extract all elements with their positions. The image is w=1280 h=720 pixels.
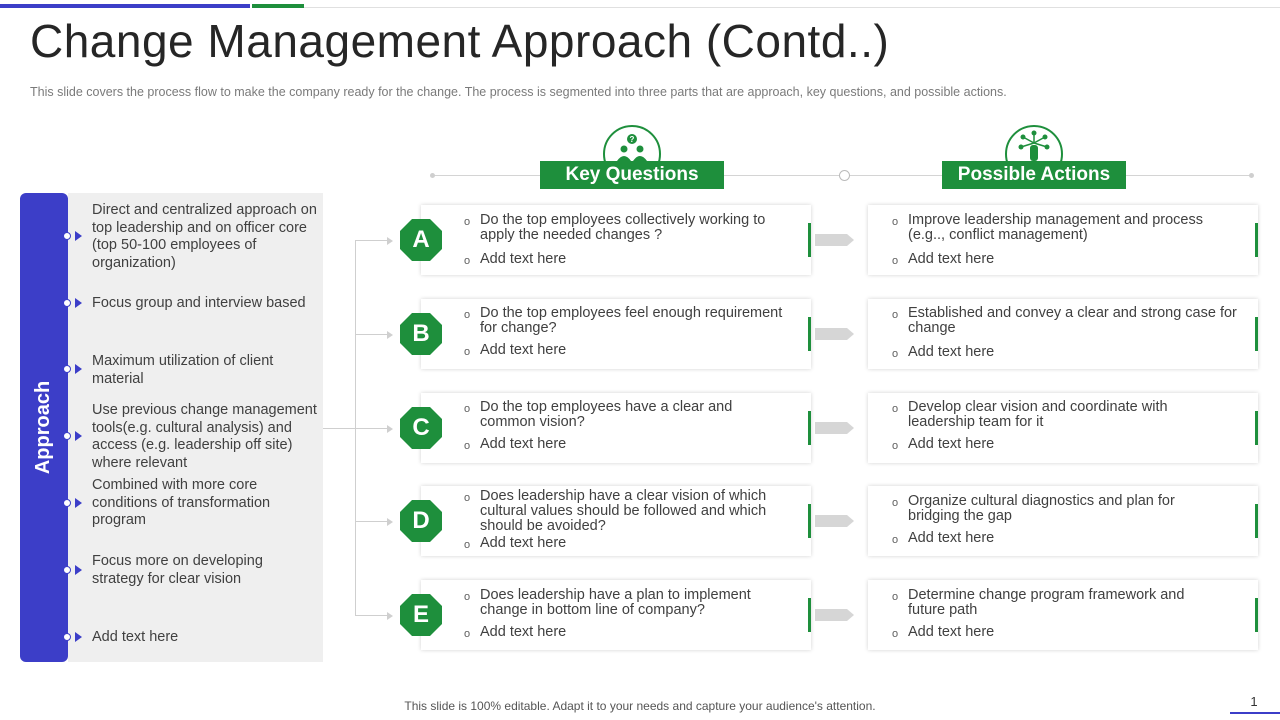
card-accent — [1255, 411, 1258, 445]
question-text: o Do the top employees collectively working to apply the needed changes ? — [464, 212, 766, 243]
question-extra-text: o Add text here — [464, 624, 567, 640]
page-number-underline — [1230, 712, 1280, 714]
question-extra-text: o Add text here — [464, 342, 567, 358]
bullet-marker-icon — [63, 565, 85, 575]
page-title: Change Management Approach (Contd..) — [30, 15, 890, 67]
badge-letter: C — [412, 414, 430, 441]
approach-item: Use previous change management tools(e.g. cultural analysis) and access (e.g. leadership off site) where relevant — [92, 402, 317, 471]
action-extra-text: o Add text here — [892, 251, 995, 267]
header-line-node — [839, 170, 850, 181]
action-text: o Improve leadership management and process (e.g.., conflict management) — [892, 212, 1203, 243]
connector-arrow-icon — [387, 425, 393, 433]
badge-octagon-icon — [399, 406, 443, 450]
card-accent — [808, 504, 811, 538]
badge-octagon-icon — [399, 312, 443, 356]
approach-item: Focus more on developing strategy for clear vision — [92, 553, 263, 587]
bullet-marker-icon — [63, 632, 85, 642]
possible-actions-header: Possible Actions — [942, 161, 1126, 189]
card-accent — [1255, 317, 1258, 351]
svg-text:?: ? — [629, 135, 635, 144]
action-text: o Organize cultural diagnostics and plan for bridging the gap — [892, 493, 1175, 524]
question-text: o Does leadership have a clear vision of which cultural values should be followed and which should be avoided? — [464, 488, 767, 534]
connector-line — [355, 240, 387, 241]
header-line-dot — [1249, 173, 1254, 178]
approach-item: Focus group and interview based — [92, 295, 306, 311]
bullet-marker-icon — [63, 498, 85, 508]
footer-note: This slide is 100% editable. Adapt it to your needs and capture your audience's attention. — [404, 699, 876, 713]
badge-letter: B — [412, 320, 430, 347]
approach-item: Direct and centralized approach on top leadership and on officer core (top 50-100 employees of organization) — [92, 202, 317, 271]
connector-line — [355, 521, 387, 522]
approach-label: Approach — [32, 380, 55, 475]
connector-arrow-icon — [387, 612, 393, 620]
card-accent — [1255, 504, 1258, 538]
card-accent — [1255, 598, 1258, 632]
card-accent — [808, 411, 811, 445]
action-extra-text: o Add text here — [892, 530, 995, 546]
page-number: 1 — [1250, 694, 1258, 709]
action-extra-text: o Add text here — [892, 436, 995, 452]
question-extra-text: o Add text here — [464, 251, 567, 267]
card-accent — [808, 317, 811, 351]
action-extra-text: o Add text here — [892, 344, 995, 360]
right-arrow-icon — [815, 233, 855, 247]
connector-line — [355, 615, 387, 616]
action-text: o Determine change program framework and future path — [892, 587, 1185, 618]
question-extra-text: o Add text here — [464, 535, 567, 551]
badge-letter: A — [412, 226, 430, 253]
question-extra-text: o Add text here — [464, 436, 567, 452]
right-arrow-icon — [815, 608, 855, 622]
right-arrow-icon — [815, 421, 855, 435]
approach-item: Combined with more core conditions of transformation program — [92, 477, 271, 528]
question-text: o Does leadership have a plan to implement change in bottom line of company? — [464, 587, 751, 618]
action-text: o Develop clear vision and coordinate with leadership team for it — [892, 399, 1168, 430]
badge-octagon-icon — [399, 218, 443, 262]
page-subtitle: This slide covers the process flow to make the company ready for the change. The process is segmented into three parts that are approach, key questions, and possible actions. — [30, 85, 1007, 99]
badge-octagon-icon — [399, 499, 443, 543]
connector-line — [355, 240, 356, 615]
top-divider — [304, 7, 1280, 8]
key-questions-header: Key Questions — [540, 161, 724, 189]
bullet-marker-icon — [63, 298, 85, 308]
connector-arrow-icon — [387, 518, 393, 526]
approach-item: Maximum utilization of client material — [92, 353, 274, 387]
approach-item: Add text here — [92, 629, 179, 645]
action-text: o Established and convey a clear and strong case for change — [892, 305, 1237, 336]
bullet-marker-icon — [63, 364, 85, 374]
bullet-marker-icon — [63, 231, 85, 241]
header-line-dot — [430, 173, 435, 178]
question-text: o Do the top employees have a clear and common vision? — [464, 399, 733, 430]
bullet-marker-icon — [63, 431, 85, 441]
approach-label-wrap — [20, 193, 68, 662]
badge-letter: E — [412, 601, 429, 628]
badge-letter: D — [412, 507, 430, 534]
connector-line — [355, 334, 387, 335]
question-text: o Do the top employees feel enough requirement for change? — [464, 305, 783, 336]
right-arrow-icon — [815, 327, 855, 341]
right-arrow-icon — [815, 514, 855, 528]
connector-arrow-icon — [387, 237, 393, 245]
badge-octagon-icon — [399, 593, 443, 637]
card-accent — [808, 598, 811, 632]
action-extra-text: o Add text here — [892, 624, 995, 640]
top-accent-bar-blue — [0, 4, 250, 8]
connector-arrow-icon — [387, 331, 393, 339]
top-accent-bar-green — [252, 4, 304, 8]
card-accent — [808, 223, 811, 257]
card-accent — [1255, 223, 1258, 257]
